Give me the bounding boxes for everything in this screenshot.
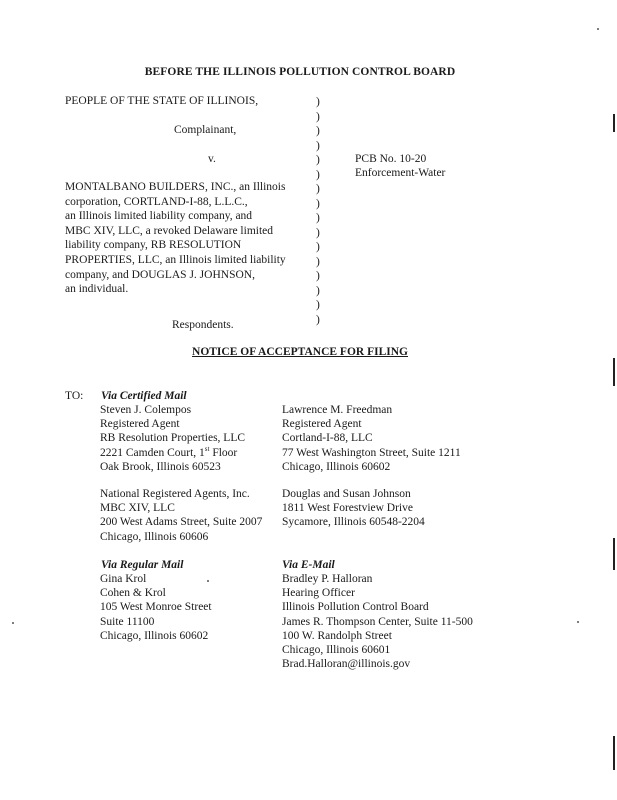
email-address: Brad.Halloran@illinois.gov (282, 658, 411, 671)
address-line: Douglas and Susan Johnson (282, 488, 411, 500)
paren: ) (316, 110, 320, 123)
scan-margin-mark (613, 358, 615, 386)
address-line: Steven J. Colempos (100, 404, 192, 416)
recipient-halloran (282, 572, 473, 671)
to-label: TO: (65, 390, 84, 402)
address-line: MBC XIV, LLC (100, 502, 175, 515)
address-line (100, 446, 245, 460)
paren: ) (316, 313, 320, 326)
paren: ) (316, 299, 320, 311)
address-line: Chicago, Illinois 60602 (100, 629, 209, 642)
address-line: Registered Agent (100, 418, 180, 431)
scan-margin-mark (613, 538, 615, 570)
address-line: James R. Thompson Center, Suite 11-500 (282, 615, 473, 628)
versus-label: v. (208, 153, 216, 165)
paren: ) (316, 226, 320, 239)
address-line: 200 West Adams Street, Suite 2007 (100, 516, 263, 529)
caption-paren-column (316, 95, 320, 327)
address-floor: Floor (209, 446, 238, 459)
paren: ) (316, 96, 320, 108)
address-line: 100 W. Randolph Street (282, 629, 392, 642)
defendant-line: liability company, RB RESOLUTION (65, 239, 242, 252)
defendant-line: MBC XIV, LLC, a revoked Delaware limited (65, 224, 274, 237)
address-line: Lawrence M. Freedman (282, 404, 393, 416)
address-line: Hearing Officer (282, 587, 355, 600)
email-label: Via E-Mail (282, 559, 335, 571)
address-line: Oak Brook, Illinois 60523 (100, 460, 221, 473)
recipient-nra (100, 487, 262, 544)
recipient-freedman (282, 403, 461, 474)
address-line: Cortland-I-88, LLC (282, 432, 373, 445)
recipient-colempos (100, 403, 245, 474)
address-line: Bradley P. Halloran (282, 573, 373, 585)
regular-mail-label: Via Regular Mail (101, 559, 184, 571)
defendant-line: PROPERTIES, LLC, an Illinois limited liability (65, 253, 286, 266)
board-heading: BEFORE THE ILLINOIS POLLUTION CONTROL BOARD (144, 66, 456, 78)
address-line: RB Resolution Properties, LLC (100, 432, 246, 445)
case-type: Enforcement-Water (355, 167, 446, 179)
address-line: Suite 11100 (100, 615, 155, 628)
complainant-label: Complainant, (174, 124, 237, 136)
scan-speck (12, 622, 14, 624)
defendant-line: MONTALBANO BUILDERS, INC., an Illinois (65, 181, 286, 193)
paren: ) (316, 197, 320, 210)
paren: ) (316, 168, 320, 181)
address-line: National Registered Agents, Inc. (100, 488, 250, 500)
paren: ) (316, 270, 320, 282)
address-line: Registered Agent (282, 418, 362, 431)
address-line: Cohen & Krol (100, 587, 166, 600)
scan-speck (207, 580, 209, 582)
recipient-johnson (282, 487, 425, 530)
address-line: Sycamore, Illinois 60548-2204 (282, 516, 425, 529)
address-line: Chicago, Illinois 60601 (282, 643, 391, 656)
defendants-block (65, 180, 286, 297)
notice-title: NOTICE OF ACCEPTANCE FOR FILING (192, 346, 408, 358)
respondents-label: Respondents. (172, 319, 234, 331)
address-line: Illinois Pollution Control Board (282, 601, 429, 614)
pcb-number: PCB No. 10-20 (355, 153, 427, 165)
paren: ) (316, 255, 320, 268)
paren: ) (316, 183, 320, 195)
scan-margin-mark (613, 736, 615, 770)
defendant-line: an individual. (65, 283, 129, 296)
paren: ) (316, 125, 320, 137)
address-line: 1811 West Forestview Drive (282, 502, 413, 515)
address-line: Chicago, Illinois 60602 (282, 460, 391, 473)
scan-speck (597, 28, 599, 30)
paren: ) (316, 241, 320, 253)
address-line: 77 West Washington Street, Suite 1211 (282, 446, 461, 459)
address-line: Chicago, Illinois 60606 (100, 530, 209, 543)
address-line: Gina Krol (100, 573, 147, 585)
recipient-krol (100, 572, 212, 643)
scan-speck (577, 621, 579, 623)
scan-margin-mark (613, 114, 615, 132)
certified-mail-label: Via Certified Mail (101, 390, 187, 402)
address-street: 2221 Camden Court, 1 (100, 446, 205, 459)
defendant-line: company, and DOUGLAS J. JOHNSON, (65, 268, 255, 281)
ordinal-suffix: st (204, 444, 210, 453)
address-line: 105 West Monroe Street (100, 601, 212, 614)
paren: ) (316, 284, 320, 297)
paren: ) (316, 154, 320, 166)
plaintiff-name: PEOPLE OF THE STATE OF ILLINOIS, (65, 95, 259, 107)
defendant-line: an Illinois limited liability company, and (65, 210, 253, 223)
paren: ) (316, 139, 320, 152)
paren: ) (316, 212, 320, 224)
defendant-line: corporation, CORTLAND-I-88, L.L.C., (65, 195, 248, 208)
